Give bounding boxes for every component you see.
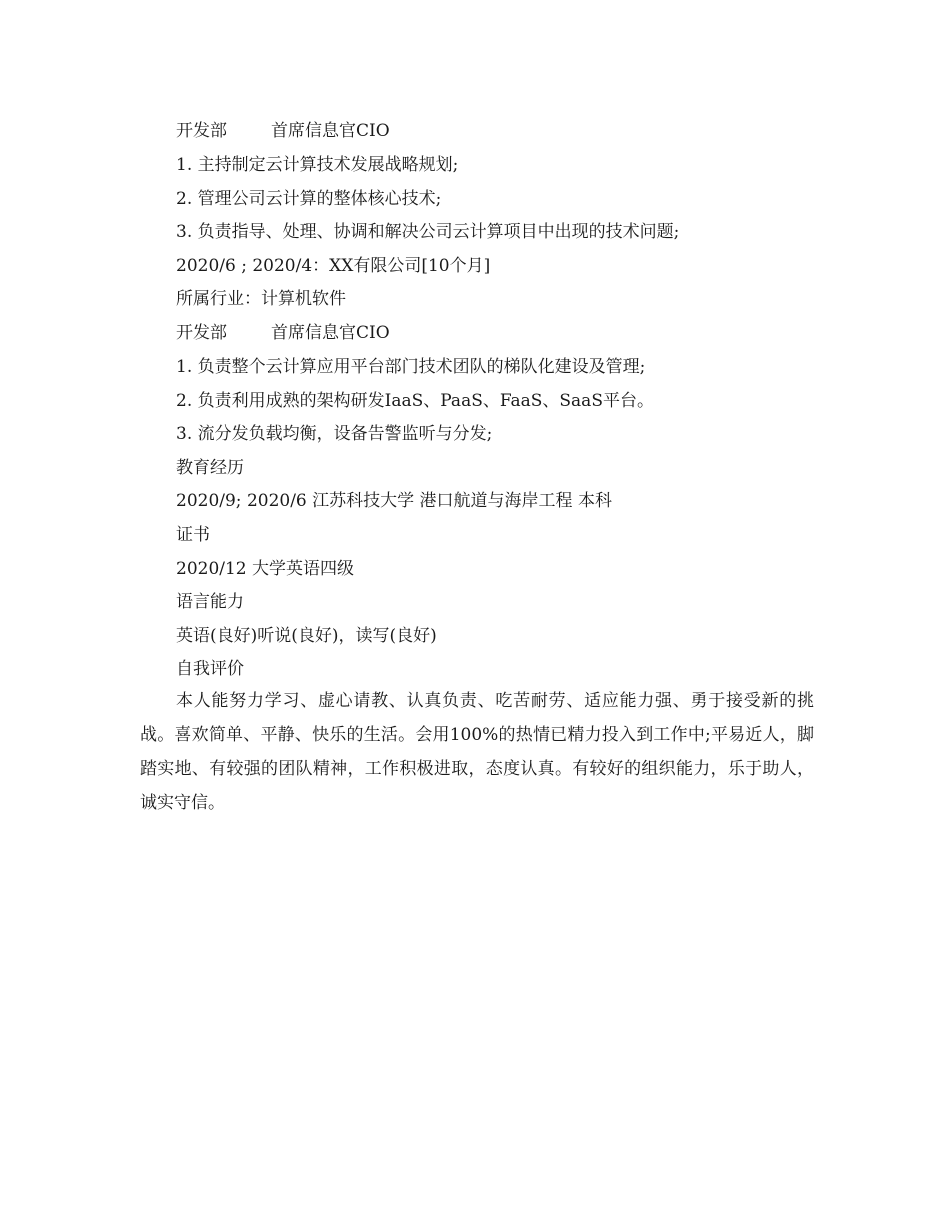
certificates-heading: 证书 (176, 525, 210, 545)
job3-period: 2020/6 ; 2020/4：XX有限公司[10个月] (176, 256, 491, 276)
job3-dept: 开发部 (176, 323, 227, 343)
job3-header (176, 322, 390, 344)
self-evaluation-heading: 自我评价 (176, 659, 244, 679)
job2-duty-3: 3. 负责指导、处理、协调和解决公司云计算项目中出现的技术问题; (176, 222, 680, 242)
job2-duty-2: 2. 管理公司云计算的整体核心技术; (176, 189, 442, 209)
job2-duty-1: 1. 主持制定云计算技术发展战略规划; (176, 155, 459, 175)
language-heading: 语言能力 (176, 592, 244, 612)
language-entry: 英语(良好)听说(良好)，读写(良好) (176, 626, 437, 646)
job2-title: 首席信息官CIO (271, 121, 390, 141)
job3-title: 首席信息官CIO (271, 323, 390, 343)
education-entry: 2020/9; 2020/6 江苏科技大学 港口航道与海岸工程 本科 (176, 491, 612, 511)
job2-header (176, 120, 390, 142)
job3-duty-3: 3. 流分发负载均衡，设备告警监听与分发; (176, 424, 493, 444)
education-heading: 教育经历 (176, 458, 244, 478)
job3-duty-2: 2. 负责利用成熟的架构研发IaaS、PaaS、FaaS、SaaS平台。 (176, 391, 654, 411)
job3-industry: 所属行业：计算机软件 (176, 289, 346, 309)
job3-duty-1: 1. 负责整个云计算应用平台部门技术团队的梯队化建设及管理; (176, 357, 646, 377)
job2-dept: 开发部 (176, 121, 227, 141)
self-evaluation-text: 本人能努力学习、虚心请教、认真负责、吃苦耐劳、适应能力强、勇于接受新的挑战。喜欢简单、平静、快乐的生活。会用100%的热情已精力投入到工作中;平易近人，脚踏实地、有较强的团队精神，工作积极进取，态度认真。有较好的组织能力，乐于助人，诚实守信。 (140, 691, 814, 813)
certificates-entry: 2020/12 大学英语四级 (176, 559, 355, 579)
